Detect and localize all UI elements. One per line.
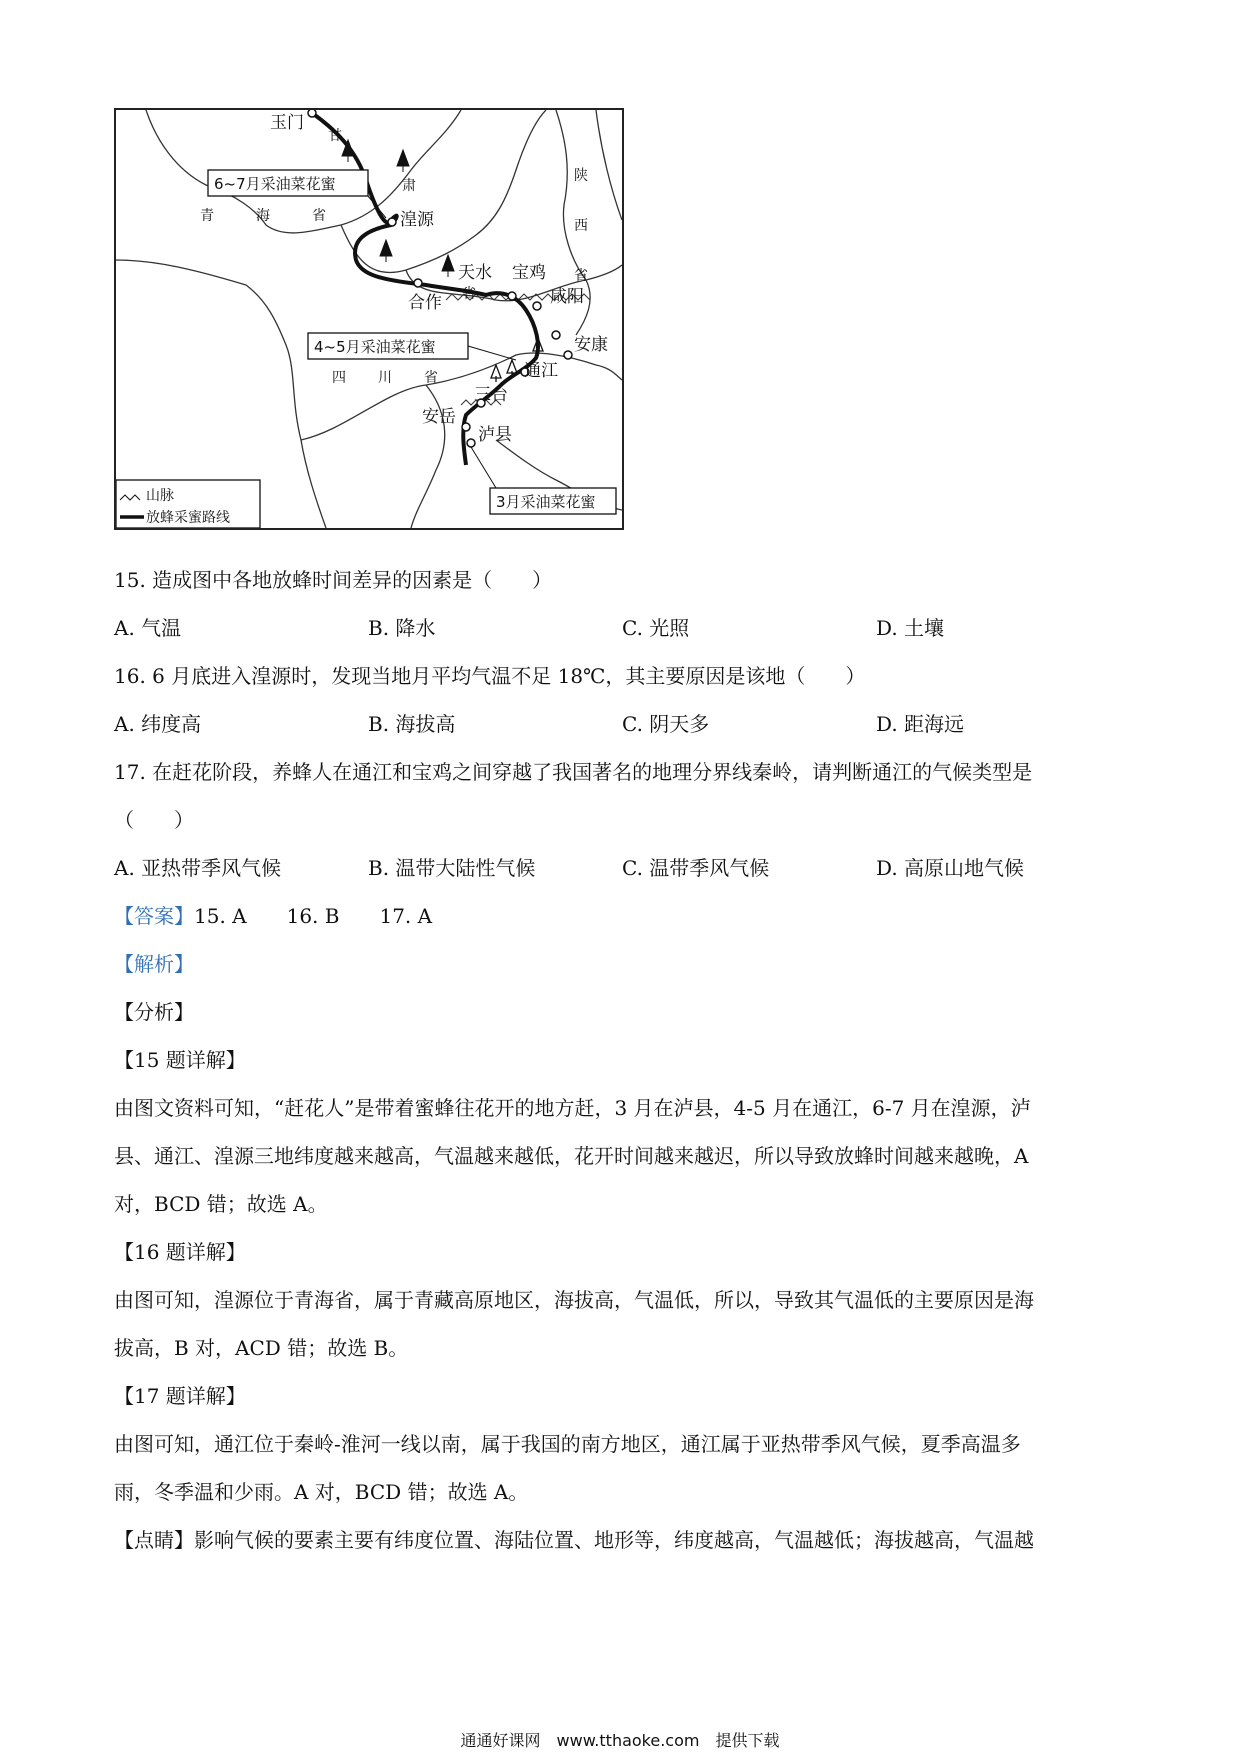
- detail-16-line-2: 拔高，B 对，ACD 错；故选 B。: [114, 1336, 409, 1360]
- tip-line: [114, 1526, 1124, 1554]
- detail-17-line-1: 由图可知，通江位于秦岭-淮河一线以南，属于我国的南方地区，通江属于亚热带季风气候，夏季高温多: [114, 1432, 1021, 1456]
- detail-15-line-3: 对，BCD 错；故选 A。: [114, 1192, 328, 1216]
- question-17-option-d: D. 高原山地气候: [876, 856, 1025, 880]
- detail-15-label: 【15 题详解】: [114, 1048, 246, 1072]
- question-17-stem: 17. 在赶花阶段，养蜂人在通江和宝鸡之间穿越了我国著名的地理分界线秦岭，请判断通江的气候类型是: [114, 760, 1033, 784]
- city-label-baoji: 宝鸡: [512, 263, 546, 283]
- city-label-tongjiang: 通江: [524, 361, 558, 381]
- legend-mountain-label: 山脉: [146, 488, 174, 504]
- detail-17-label: 【17 题详解】: [114, 1384, 246, 1408]
- province-char: 西: [574, 218, 588, 234]
- page-footer: 通通好课网 www.tthaoke.com 提供下载: [460, 1731, 780, 1750]
- question-17-option-c: C. 温带季风气候: [622, 856, 770, 880]
- city-label-santai: 三台: [474, 385, 508, 405]
- tip-label: 【点睛】: [114, 1528, 194, 1552]
- province-char: 省: [424, 370, 438, 386]
- callout-leader: [468, 346, 516, 360]
- city-label-huangyuan: 湟源: [400, 210, 434, 230]
- question-16-option-d: D. 距海远: [876, 712, 965, 736]
- city-dot: [388, 218, 396, 226]
- province-char: 省: [574, 268, 588, 284]
- route-map: [114, 108, 624, 530]
- city-label-xianyang: 咸阳: [550, 287, 584, 307]
- province-char: 甘: [328, 128, 342, 144]
- city-label-ankang: 安康: [574, 335, 608, 355]
- route-map-svg: [116, 110, 622, 528]
- answer-text: 15. A 16. B 17. A: [194, 904, 433, 928]
- answer-line: [114, 902, 1124, 930]
- city-dot: [508, 292, 516, 300]
- tip-text: 影响气候的要素主要有纬度位置、海陆位置、地形等，纬度越高，气温越低；海拔越高，气温越: [194, 1528, 1034, 1552]
- callout-leader: [368, 196, 386, 218]
- province-char: 四: [332, 370, 346, 386]
- detail-15-line-1: 由图文资料可知，“赶花人”是带着蜜蜂往花开的地方赶，3 月在泸县，4-5 月在通江，6-7 月在湟源，泸: [114, 1096, 1031, 1120]
- detail-16-label: 【16 题详解】: [114, 1240, 246, 1264]
- province-char: 省: [312, 208, 326, 224]
- city-dot: [552, 331, 560, 339]
- province-char: 青: [200, 208, 214, 224]
- answer-label: 【答案】: [114, 904, 194, 928]
- question-16-option-c: C. 阴天多: [622, 712, 710, 736]
- fenxi-label: 【分析】: [114, 1000, 194, 1024]
- city-dot: [308, 110, 316, 117]
- legend-route-label: 放蜂采蜜路线: [146, 510, 230, 526]
- question-17-stem-cont: （ ）: [114, 808, 194, 832]
- tree-icon: [397, 150, 409, 172]
- tree-icon: [442, 255, 454, 277]
- province-char: 陕: [574, 168, 588, 184]
- detail-16-line-1: 由图可知，湟源位于青海省，属于青藏高原地区，海拔高，气温低，所以，导致其气温低的主要原因是海: [114, 1288, 1034, 1312]
- boundary-line: [596, 110, 622, 220]
- question-15-option-b: B. 降水: [368, 616, 436, 640]
- city-label-yumen: 玉门: [270, 113, 304, 133]
- question-17-option-a: A. 亚热带季风气候: [114, 856, 282, 880]
- province-char: 川: [378, 370, 392, 386]
- question-17-option-b: B. 温带大陆性气候: [368, 856, 536, 880]
- city-label-luxian: 泸县: [478, 425, 512, 445]
- city-dot: [564, 351, 572, 359]
- analysis-label: 【解析】: [114, 952, 194, 976]
- detail-15-line-2: 县、通江、湟源三地纬度越来越高，气温越来越低，花开时间越来越迟，所以导致放蜂时间越来越晚，A: [114, 1144, 1029, 1168]
- province-char: 省: [462, 286, 476, 302]
- city-dot: [533, 302, 541, 310]
- tree-icon: [380, 240, 392, 262]
- question-16-option-a: A. 纬度高: [114, 712, 202, 736]
- question-15-option-c: C. 光照: [622, 616, 690, 640]
- callout-label-march: 3月采油菜花蜜: [496, 493, 596, 511]
- callout-label-april-may: 4~5月采油菜花蜜: [314, 338, 436, 356]
- question-16-option-b: B. 海拔高: [368, 712, 456, 736]
- city-label-hezuo: 合作: [408, 293, 442, 313]
- city-label-anyue: 安岳: [422, 407, 456, 427]
- tree-icon: [491, 365, 501, 382]
- question-15-option-d: D. 土壤: [876, 616, 945, 640]
- province-char: 海: [256, 208, 270, 224]
- callout-leader: [471, 447, 496, 488]
- question-16-stem: 16. 6 月底进入湟源时，发现当地月平均气温不足 18℃，其主要原因是该地（ ）: [114, 664, 866, 688]
- province-char: 肃: [402, 178, 416, 194]
- city-dot: [462, 423, 470, 431]
- callout-label-june-july: 6~7月采油菜花蜜: [214, 175, 336, 193]
- detail-17-line-2: 雨，冬季温和少雨。A 对，BCD 错；故选 A。: [114, 1480, 529, 1504]
- map-legend: [116, 480, 260, 528]
- question-15-stem: 15. 造成图中各地放蜂时间差异的因素是（ ）: [114, 568, 553, 592]
- city-label-tianshui: 天水: [458, 263, 492, 283]
- city-dot: [467, 439, 475, 447]
- city-dot: [414, 279, 422, 287]
- question-15-option-a: A. 气温: [114, 616, 182, 640]
